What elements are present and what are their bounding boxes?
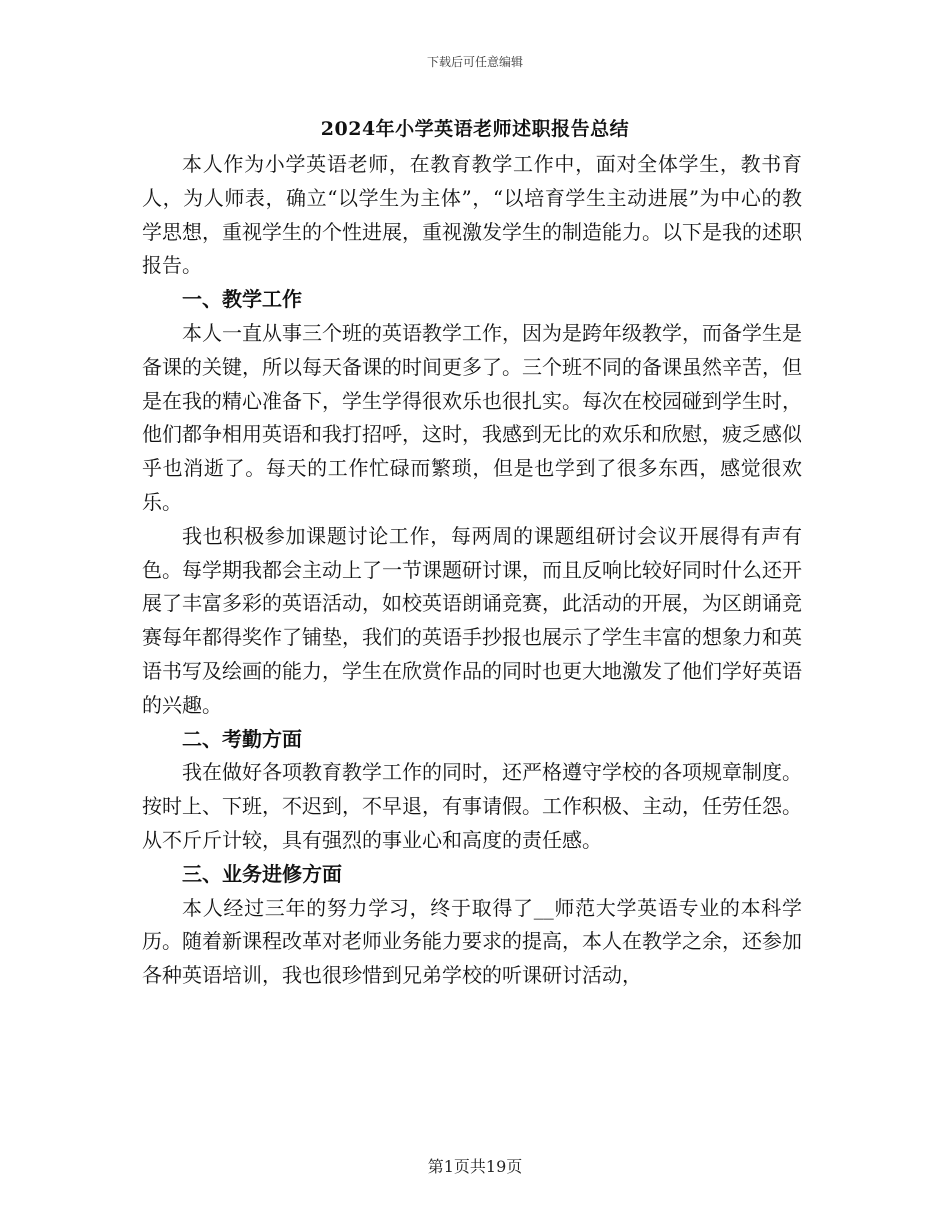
section-heading-professional-development: 三、业务进修方面	[182, 861, 342, 886]
teaching-paragraph-1: 本人一直从事三个班的英语教学工作，因为是跨年级教学，而备学生是备课的关键，所以每天备课的时间更多了。三个班不同的备课虽然辛苦，但是在我的精心准备下，学生学得很欢乐也很扎实。每次在校园碰到学生时，他们都争相用英语和我打招呼，这时，我感到无比的欢乐和欣慰，疲乏感似乎也消逝了。每天的工作忙碌而繁琐，但是也学到了很多东西，感觉很欢乐。	[142, 320, 802, 514]
intro-paragraph: 本人作为小学英语老师，在教育教学工作中，面对全体学生，教书育人，为人师表，确立“以学生为主体”，“以培育学生主动进展”为中心的教学思想，重视学生的个性进展，重视激发学生的制造能力。以下是我的述职报告。	[142, 152, 802, 278]
document-body	[142, 148, 802, 993]
professional-development-paragraph: 本人经过三年的努力学习，终于取得了__师范大学英语专业的本科学历。随着新课程改革对老师业务能力要求的提高，本人在教学之余，还参加各种英语培训，我也很珍惜到兄弟学校的听课研讨活动，	[142, 895, 802, 988]
page-header-note: 下载后可任意编辑	[426, 55, 523, 69]
page-number: 第1页共19页	[427, 1157, 523, 1176]
teaching-paragraph-2: 我也积极参加课题讨论工作，每两周的课题组研讨会议开展得有声有色。每学期我都会主动上了一节课题研讨课，而且反响比较好同时什么还开展了丰富多彩的英语活动，如校英语朗诵竞赛，此活动的开展，为区朗诵竞赛每年都得奖作了铺垫，我们的英语手抄报也展示了学生丰富的想象力和英语书写及绘画的能力，学生在欣赏作品的同时也更大地激发了他们学好英语的兴趣。	[142, 523, 802, 717]
document-title: 2024年小学英语老师述职报告总结	[320, 118, 630, 140]
section-heading-attendance: 二、考勤方面	[182, 726, 302, 751]
attendance-paragraph: 我在做好各项教育教学工作的同时，还严格遵守学校的各项规章制度。按时上、下班，不迟到，不早退，有事请假。工作积极、主动，任劳任怨。从不斤斤计较，具有强烈的事业心和高度的责任感。	[142, 760, 802, 852]
section-heading-teaching: 一、教学工作	[182, 287, 302, 312]
